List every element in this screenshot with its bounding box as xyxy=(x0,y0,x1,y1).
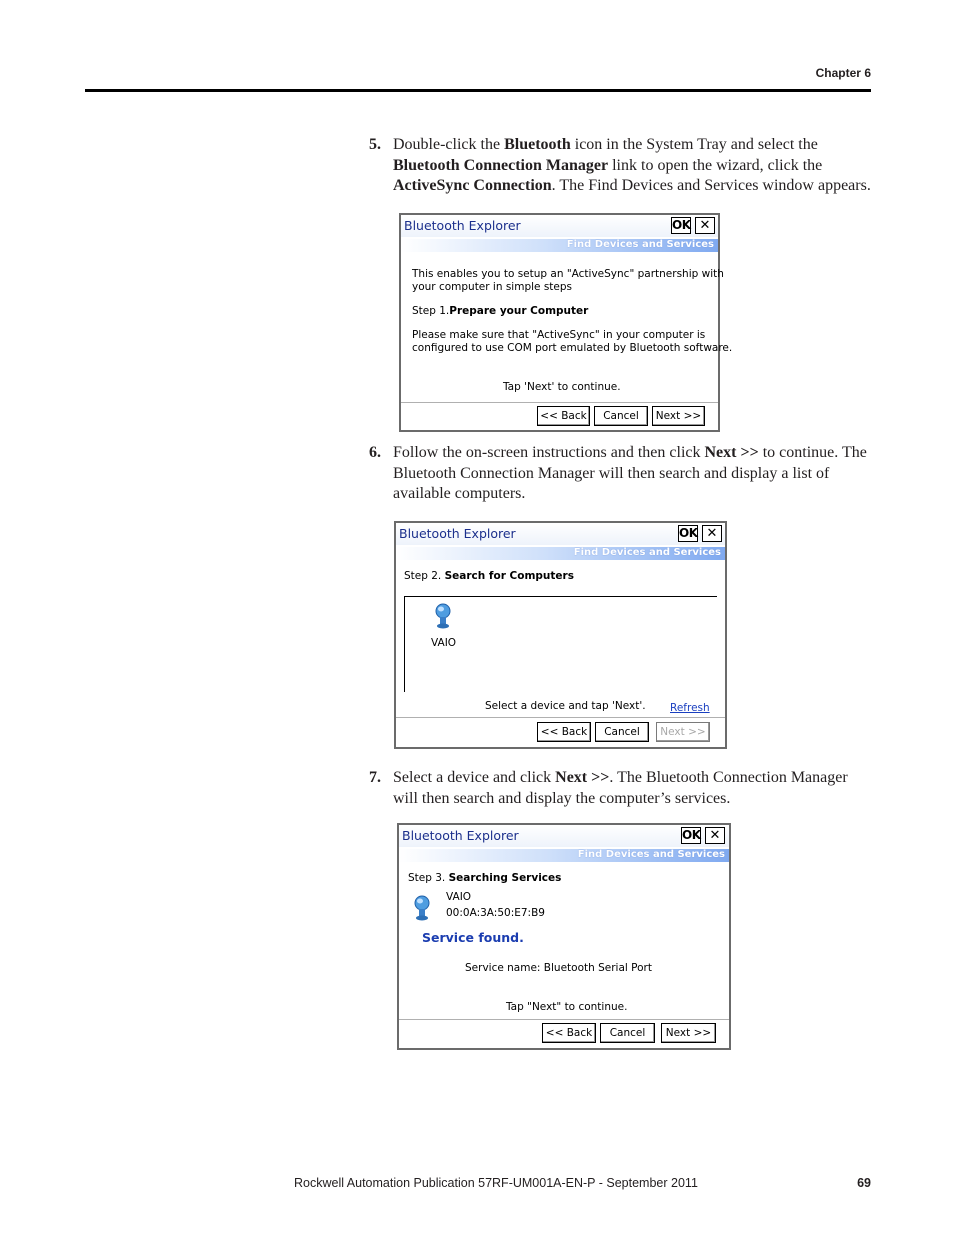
text-run: . The Bluetooth Connection Manager will then search and display the computer’s services. xyxy=(393,769,848,807)
intro-line-2: your computer in simple steps xyxy=(412,281,573,293)
bold-term: Bluetooth Connection Manager xyxy=(393,156,609,174)
title-bar xyxy=(401,215,718,237)
ok-button[interactable]: OK xyxy=(672,218,691,232)
computer-list[interactable] xyxy=(404,596,717,692)
next-button[interactable]: Next >> xyxy=(661,1023,716,1043)
step-number: 6. xyxy=(369,444,381,461)
step-number: 5. xyxy=(369,136,381,153)
computer-device-icon[interactable] xyxy=(434,603,452,629)
step-heading xyxy=(408,872,561,886)
close-button[interactable] xyxy=(705,827,725,844)
computer-device-icon xyxy=(413,895,431,921)
close-icon: ✕ xyxy=(706,526,718,541)
device-name: VAIO xyxy=(446,891,472,903)
text-run: Select a device and click xyxy=(393,769,556,786)
step-7 xyxy=(369,768,874,809)
close-button[interactable] xyxy=(702,525,722,542)
step-heading xyxy=(404,570,574,584)
step-number: 7. xyxy=(369,769,381,786)
select-device-hint: Select a device and tap 'Next'. xyxy=(485,700,646,712)
service-found-status: Service found. xyxy=(422,930,524,945)
bluetooth-explorer-window-step2 xyxy=(394,521,727,749)
ok-button[interactable]: OK xyxy=(682,828,701,842)
step-prefix: Step 2. xyxy=(404,570,442,582)
title-bar xyxy=(399,825,729,847)
window-title: Bluetooth Explorer xyxy=(404,218,521,233)
text-run: Follow the on-screen instructions and then click xyxy=(393,444,705,461)
button-divider xyxy=(401,402,718,403)
step-6 xyxy=(369,443,874,505)
bold-term: ActiveSync Connection xyxy=(393,177,552,195)
back-button[interactable]: << Back xyxy=(537,406,590,426)
bold-term: Next >> xyxy=(555,769,610,786)
ok-button[interactable]: OK xyxy=(679,526,698,540)
text-run: icon in the System Tray and select the xyxy=(570,136,818,153)
text-run: to continue. The Bluetooth Connection Manager will then search and display a list of available computers. xyxy=(393,444,867,503)
step-prefix: Step 1. xyxy=(412,305,450,317)
header-rule xyxy=(85,89,871,92)
device-address: 00:0A:3A:50:E7:B9 xyxy=(446,907,545,919)
step-title: Prepare your Computer xyxy=(449,305,589,317)
step-title: Search for Computers xyxy=(444,570,574,582)
step-text xyxy=(393,443,874,505)
device-name[interactable]: VAIO xyxy=(431,637,457,649)
back-button[interactable]: << Back xyxy=(542,1023,596,1043)
window-subtitle: Find Devices and Services xyxy=(566,239,714,250)
bluetooth-explorer-window-step1 xyxy=(399,213,733,432)
subtitle-bar xyxy=(399,849,729,862)
refresh-link[interactable]: Refresh xyxy=(670,702,710,714)
intro-line-1: This enables you to setup an "ActiveSync" partnership with xyxy=(412,268,724,280)
window-title: Bluetooth Explorer xyxy=(402,828,519,843)
text-run: . The Find Devices and Services window appears. xyxy=(551,177,871,195)
step-heading xyxy=(412,305,588,319)
back-button[interactable]: << Back xyxy=(537,722,591,742)
subtitle-bar xyxy=(396,547,725,560)
tap-next-hint: Tap "Next" to continue. xyxy=(506,1001,628,1013)
tap-next-hint: Tap 'Next' to continue. xyxy=(503,381,621,393)
service-name: Service name: Bluetooth Serial Port xyxy=(465,962,652,974)
close-button[interactable] xyxy=(695,217,715,234)
instruction-line-2: configured to use COM port emulated by Bluetooth software. xyxy=(412,342,733,354)
page-number: 69 xyxy=(857,1176,871,1190)
step-text xyxy=(393,768,874,809)
step-title: Searching Services xyxy=(448,872,562,884)
step-text xyxy=(393,135,874,197)
button-divider xyxy=(399,1019,729,1020)
close-icon: ✕ xyxy=(709,828,721,843)
close-icon: ✕ xyxy=(699,218,711,233)
window-title: Bluetooth Explorer xyxy=(399,526,516,541)
next-button[interactable]: Next >> xyxy=(652,406,705,426)
button-divider xyxy=(396,717,725,718)
bold-term: Next >> xyxy=(704,444,759,461)
step-5 xyxy=(369,135,874,197)
title-bar xyxy=(396,523,725,545)
chapter-label: Chapter 6 xyxy=(815,66,871,80)
text-run: link to open the wizard, click the xyxy=(608,156,823,174)
text-run: Double-click the xyxy=(393,136,505,153)
cancel-button[interactable]: Cancel xyxy=(594,406,648,426)
cancel-button[interactable]: Cancel xyxy=(600,1023,655,1043)
subtitle-bar xyxy=(401,239,718,252)
cancel-button[interactable]: Cancel xyxy=(595,722,649,742)
window-subtitle: Find Devices and Services xyxy=(573,547,721,558)
bluetooth-explorer-window-step3 xyxy=(397,823,731,1050)
bold-term: Bluetooth xyxy=(504,136,571,153)
window-subtitle: Find Devices and Services xyxy=(577,849,725,860)
instruction-line-1: Please make sure that "ActiveSync" in your computer is xyxy=(412,329,706,341)
footer-publication: Rockwell Automation Publication 57RF-UM001A-EN-P - September 2011 xyxy=(294,1176,698,1190)
next-button[interactable]: Next >> xyxy=(656,722,710,742)
step-prefix: Step 3. xyxy=(408,872,446,884)
